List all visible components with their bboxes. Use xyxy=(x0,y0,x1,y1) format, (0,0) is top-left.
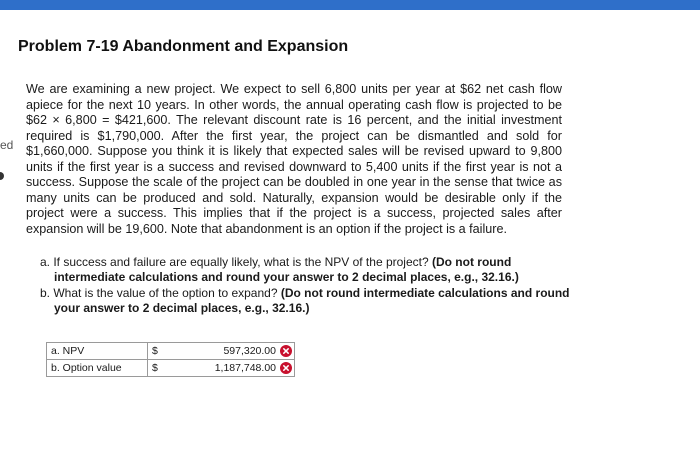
question-a-text: a. If success and failure are equally likely, what is the NPV of the project? xyxy=(40,255,432,269)
problem-statement: We are examining a new project. We expect to sell 6,800 units per year at $62 net cash flow apiece for the next 10 years. In other words, the annual operating cash flow is projected to be $62 × 6,800 = $421,600. The relevant discount rate is 16 percent, and the initial investment required is $1,790,000. After the first year, the project can be dismantled and sold for $1,660,000. Suppose you think it is likely that expected sales will be revised upward to 9,800 units if the first year is a success and revised downward to 5,400 units if the first year is not a success. Suppose the scale of the project can be doubled in one year in the sense that twice as many units can be produced and sold. Naturally, expansion would be desirable only if the project were a success. This implies that if the project is a success, projected sales after expansion will be 19,600. Note that abandonment is an option if the project is a failure. xyxy=(26,82,562,236)
answer-row-npv xyxy=(47,343,295,360)
question-b-text: b. What is the value of the option to expand? xyxy=(40,286,281,300)
answer-label: b. Option value xyxy=(47,360,148,377)
left-edge-dot-icon xyxy=(0,172,4,180)
answer-row-option-value xyxy=(47,360,295,377)
currency-symbol: $ xyxy=(148,343,183,360)
answer-label: a. NPV xyxy=(47,343,148,360)
question-b-instruction: (Do not round intermediate calculations and round your answer to 2 decimal places, e.g., 32.16.) xyxy=(54,286,570,315)
x-circle-icon xyxy=(280,362,292,374)
x-circle-icon xyxy=(280,345,292,357)
option-value-answer-value: 1,187,748.00 xyxy=(214,362,276,374)
problem-title: Problem 7-19 Abandonment and Expansion xyxy=(18,38,349,55)
npv-answer-input[interactable] xyxy=(182,343,295,360)
answer-table xyxy=(46,342,295,377)
question-a xyxy=(40,255,570,284)
currency-symbol: $ xyxy=(148,360,183,377)
npv-answer-value: 597,320.00 xyxy=(223,345,276,357)
option-value-answer-input[interactable] xyxy=(182,360,295,377)
top-bar xyxy=(0,0,700,10)
questions xyxy=(40,255,570,317)
question-a-instruction: (Do not round intermediate calculations and round your answer to 2 decimal places, e.g., 32.16.) xyxy=(54,255,519,284)
left-edge-label: ed xyxy=(0,138,14,152)
question-b xyxy=(40,286,570,315)
